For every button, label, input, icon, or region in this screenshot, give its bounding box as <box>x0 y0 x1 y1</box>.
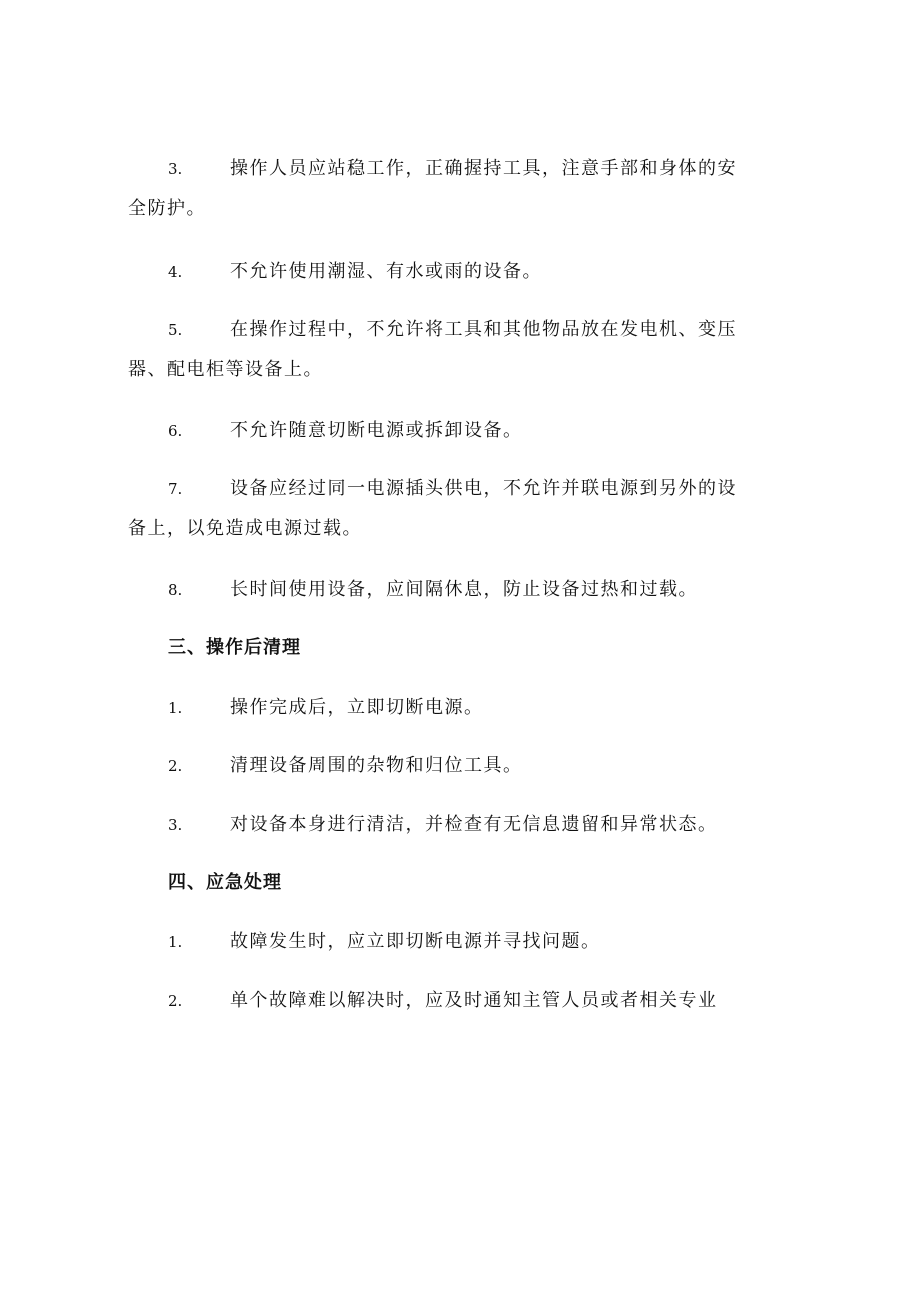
item-number: 1. <box>168 699 183 717</box>
item-text: 长时间使用设备，应间隔休息，防止设备过热和过载。 <box>230 579 698 600</box>
item-text: 不允许随意切断电源或拆卸设备。 <box>230 420 523 441</box>
item-text: 在操作过程中，不允许将工具和其他物品放在发电机、变压器、配电柜等设备上。 <box>128 319 737 380</box>
item-number: 1. <box>168 933 183 951</box>
list-item <box>128 922 738 962</box>
list-item <box>128 805 738 845</box>
list-item <box>128 688 738 728</box>
section-heading-cleanup: 三、操作后清理 <box>168 637 301 658</box>
item-number: 2. <box>168 757 183 775</box>
item-text: 操作人员应站稳工作，正确握持工具，注意手部和身体的安全防护。 <box>128 158 737 219</box>
item-number: 4. <box>168 263 183 281</box>
list-item <box>128 252 738 292</box>
item-number: 5. <box>168 321 183 339</box>
list-item <box>128 570 738 610</box>
item-text: 故障发生时，应立即切断电源并寻找问题。 <box>230 931 601 952</box>
item-text: 单个故障难以解决时，应及时通知主管人员或者相关专业 <box>230 990 718 1011</box>
list-item <box>128 981 738 1021</box>
item-number: 3. <box>168 160 183 178</box>
item-text: 不允许使用潮湿、有水或雨的设备。 <box>230 261 542 282</box>
list-item <box>128 149 738 229</box>
item-number: 8. <box>168 581 183 599</box>
item-number: 6. <box>168 422 183 440</box>
list-item <box>128 469 738 549</box>
item-number: 2. <box>168 992 183 1010</box>
item-text: 清理设备周围的杂物和归位工具。 <box>230 755 523 776</box>
list-item <box>128 310 738 390</box>
item-text: 对设备本身进行清洁，并检查有无信息遗留和异常状态。 <box>230 814 718 835</box>
item-text: 设备应经过同一电源插头供电，不允许并联电源到另外的设备上，以免造成电源过载。 <box>128 478 737 539</box>
list-item <box>128 411 738 451</box>
item-text: 操作完成后，立即切断电源。 <box>230 697 484 718</box>
section-heading-emergency: 四、应急处理 <box>168 872 282 893</box>
item-number: 7. <box>168 480 183 498</box>
item-number: 3. <box>168 816 183 834</box>
list-item <box>128 746 738 786</box>
